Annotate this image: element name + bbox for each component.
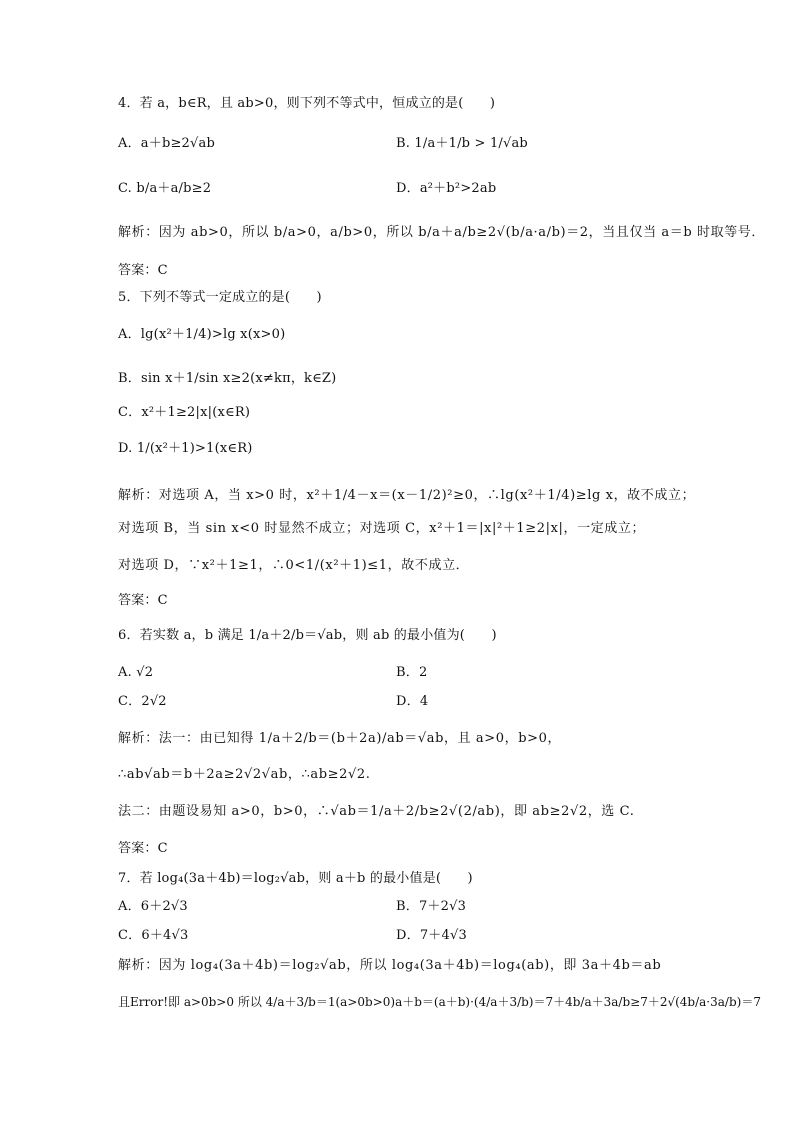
q6-stem: 6．若实数 a，b 满足 1/a＋2/b＝√ab，则 ab 的最小值为( ): [118, 628, 497, 643]
q4-option-a: A．a＋b≥2√ab: [118, 136, 215, 151]
q7-solution-line-1: 解析：因为 log₄(3a＋4b)＝log₂√ab，所以 log₄(3a＋4b)＝log₄(ab)，即 3a＋4b＝ab: [118, 958, 662, 973]
q4-answer: 答案：C: [118, 263, 168, 278]
q6-option-b: B．2: [396, 665, 428, 680]
q4-option-b: B. 1/a＋1/b > 1/√ab: [396, 136, 528, 151]
q5-option-a: A．lg(x²＋1/4)>lg x(x>0): [118, 327, 286, 342]
q5-solution-line-1: 解析：对选项 A，当 x>0 时，x²＋1/4－x＝(x－1/2)²≥0，∴lg(x²＋1/4)≥lg x，故不成立；: [118, 488, 696, 503]
q5-option-c: C．x²＋1≥2|x|(x∈R): [118, 405, 251, 420]
q4-option-d: D．a²＋b²>2ab: [396, 181, 497, 196]
q5-solution-line-3: 对选项 D，∵x²＋1≥1，∴0<1/(x²＋1)≤1，故不成立．: [118, 558, 470, 573]
q6-option-a: A. √2: [118, 665, 154, 680]
q5-answer: 答案：C: [118, 593, 168, 608]
q7-option-d: D．7＋4√3: [396, 928, 467, 943]
q6-option-c: C．2√2: [118, 694, 167, 709]
q5-option-d: D. 1/(x²＋1)>1(x∈R): [118, 441, 253, 456]
q5-solution-line-2: 对选项 B，当 sin x<0 时显然不成立；对选项 C，x²＋1＝|x|²＋1≥2|x|，一定成立；: [118, 521, 646, 536]
q5-option-b: B．sin x＋1/sin x≥2(x≠kπ，k∈Z): [118, 371, 337, 386]
q7-option-a: A．6＋2√3: [118, 899, 188, 914]
q6-solution-line-3: 法二：由题设易知 a>0，b>0，∴√ab＝1/a＋2/b≥2√(2/ab)，即 ab≥2√2，选 C.: [118, 804, 635, 819]
q7-option-b: B．7＋2√3: [396, 899, 467, 914]
q4-option-c: C. b/a＋a/b≥2: [118, 181, 212, 196]
q6-option-d: D．4: [396, 694, 429, 709]
q7-stem: 7．若 log₄(3a＋4b)＝log₂√ab，则 a＋b 的最小值是( ): [118, 871, 473, 886]
q5-stem: 5．下列不等式一定成立的是( ): [118, 290, 322, 305]
q4-stem: 4．若 a，b∈R，且 ab>0，则下列不等式中，恒成立的是( ): [118, 96, 496, 111]
q6-answer: 答案：C: [118, 841, 168, 856]
q7-solution-line-2: 且Error!即 a>0b>0 所以 4/a＋3/b＝1(a>0b>0)a＋b＝(a＋b)·(4/a＋3/b)＝7＋4b/a＋3a/b≥7＋2√(4b/a·3a/b)＝7: [118, 995, 761, 1009]
q6-solution-line-1: 解析：法一：由已知得 1/a＋2/b＝(b＋2a)/ab＝√ab，且 a>0，b>0，: [118, 731, 562, 746]
q7-option-c: C．6＋4√3: [118, 928, 189, 943]
q6-solution-line-2: ∴ab√ab＝b＋2a≥2√2√ab，∴ab≥2√2.: [118, 767, 371, 782]
q4-solution: 解析：因为 ab>0，所以 b/a>0，a/b>0，所以 b/a＋a/b≥2√(b/a·a/b)＝2，当且仅当 a＝b 时取等号．: [118, 225, 766, 240]
